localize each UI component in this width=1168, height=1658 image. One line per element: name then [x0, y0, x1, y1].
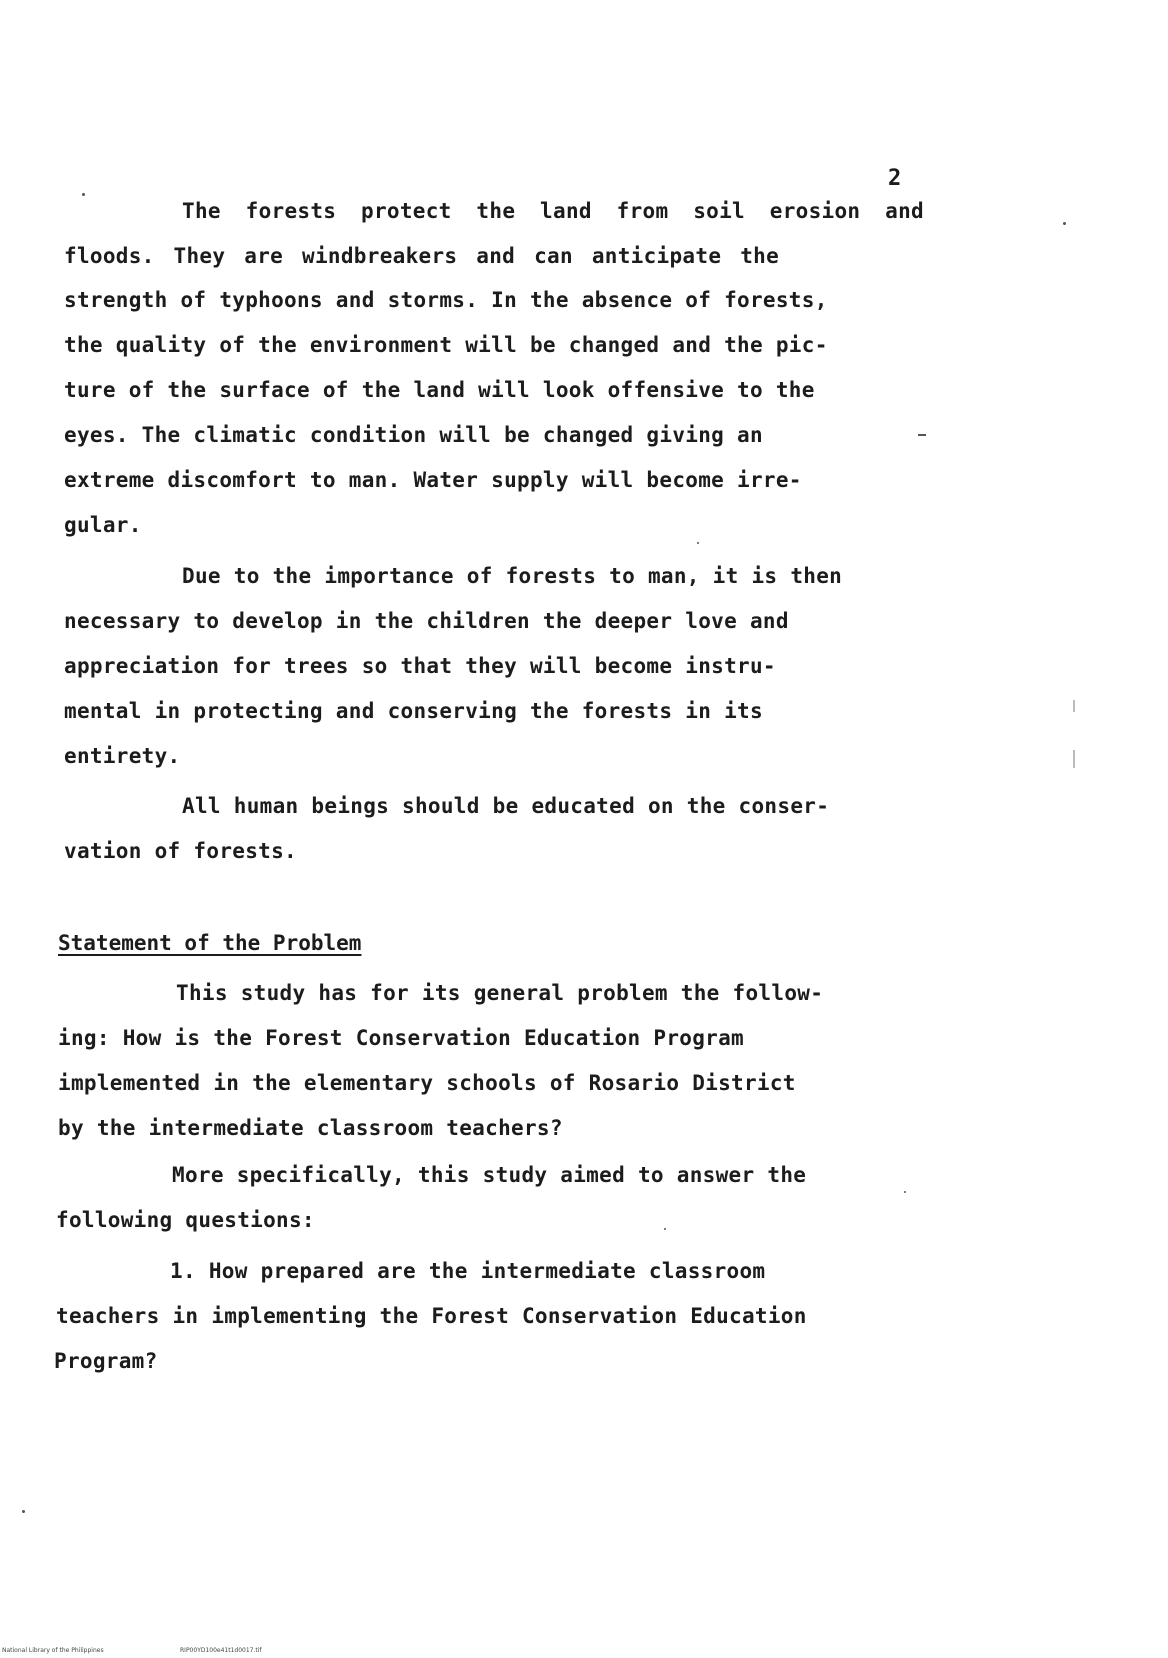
page-number: 2 — [888, 166, 902, 191]
scan-speck — [918, 434, 926, 436]
paragraph-2-line-5: entirety. — [64, 744, 181, 768]
scan-speck — [664, 1228, 666, 1230]
paragraph-4-line-2: ing: How is the Forest Conservation Education Program — [58, 1026, 744, 1050]
footer-file-label: RIP00YD100e41t1d0017.tif — [180, 1647, 262, 1654]
scan-speck — [22, 1510, 25, 1513]
scan-speck — [82, 193, 85, 196]
scan-speck — [904, 1191, 906, 1193]
paragraph-4-line-3: implemented in the elementary schools of Rosario District — [58, 1071, 796, 1095]
paragraph-1-line-6: eyes. The climatic condition will be changed giving an — [64, 423, 763, 447]
paragraph-6-line-3: Program? — [54, 1349, 158, 1373]
paragraph-2-line-4: mental in protecting and conserving the forests in its — [64, 699, 763, 723]
paragraph-4-line-1: This study has for its general problem the follow- — [176, 981, 824, 1005]
scan-speck — [1063, 222, 1066, 225]
paragraph-1-line-2: floods. They are windbreakers and can anticipate the — [64, 244, 780, 268]
paragraph-5-line-2: following questions: — [56, 1208, 315, 1232]
paragraph-5-line-1: More specifically, this study aimed to answer the — [172, 1163, 807, 1187]
scan-speck — [697, 542, 699, 544]
paragraph-2-line-1: Due to the importance of forests to man, it is then — [182, 564, 843, 588]
scan-speck — [1073, 700, 1075, 712]
paragraph-1-line-8: gular. — [64, 513, 142, 537]
paragraph-6-line-1: 1. How prepared are the intermediate classroom — [170, 1259, 766, 1283]
paragraph-3-line-1: All human beings should be educated on the conser- — [182, 794, 830, 818]
paragraph-1-line-7: extreme discomfort to man. Water supply will become irre- — [64, 468, 802, 492]
paragraph-1-line-3: strength of typhoons and storms. In the absence of forests, — [64, 288, 828, 312]
paragraph-6-line-2: teachers in implementing the Forest Conservation Education — [56, 1304, 807, 1328]
scan-speck — [1073, 750, 1075, 768]
footer-library-label: National Library of the Philippines — [2, 1647, 104, 1654]
paragraph-4-line-4: by the intermediate classroom teachers? — [58, 1116, 563, 1140]
paragraph-1-line-5: ture of the surface of the land will look offensive to the — [64, 378, 815, 402]
paragraph-2-line-2: necessary to develop in the children the deeper love and — [64, 609, 789, 633]
section-heading: Statement of the Problem — [58, 931, 362, 955]
paragraph-2-line-3: appreciation for trees so that they will become instru- — [64, 654, 776, 678]
paragraph-1-line-1: The forests protect the land from soil erosion and — [182, 199, 924, 223]
paragraph-1-line-4: the quality of the environment will be changed and the pic- — [64, 333, 828, 357]
paragraph-3-line-2: vation of forests. — [64, 839, 297, 863]
